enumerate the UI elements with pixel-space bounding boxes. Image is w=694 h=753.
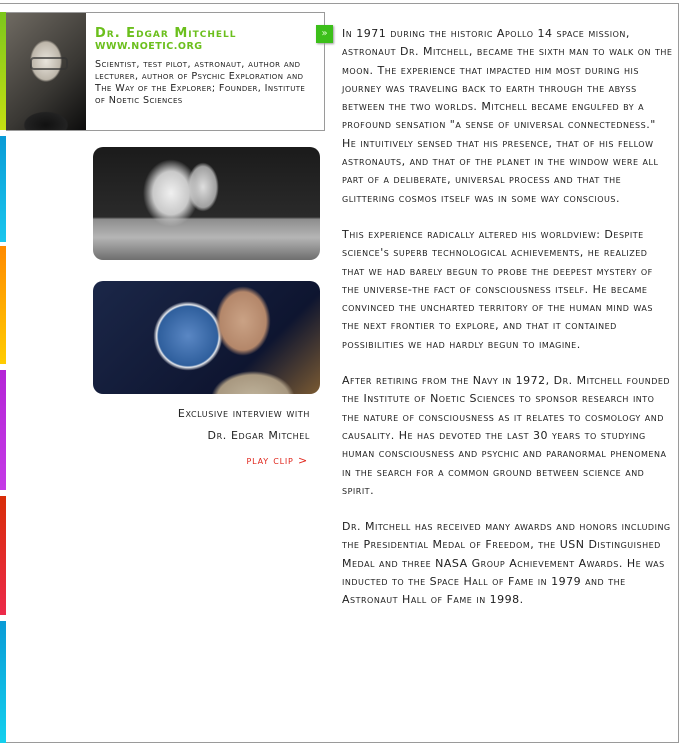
portrait-photo xyxy=(6,13,86,130)
article-paragraph: After retiring from the Navy in 1972, Dr. Mitchell founded the Institute of Noetic Sciences to sponsor research into the nature of consciousness as it relates to cosmology and causality. He has devoted the last 30 years to studying human consciousness and psychic and paranormal phenomena in the search for a common ground between science and spirit. xyxy=(342,374,671,497)
frame-border-top xyxy=(0,3,679,4)
double-chevron-right-icon: » xyxy=(321,28,328,39)
profile-name: Dr. Edgar Mitchell xyxy=(95,26,237,41)
nav-strip-red[interactable] xyxy=(0,496,6,615)
expand-button[interactable] xyxy=(316,25,333,43)
frame-border-right xyxy=(678,3,679,743)
play-clip-link[interactable]: play clip > xyxy=(246,454,308,467)
profile-bio: Scientist, test pilot, astronaut, author and lecturer, author of Psychic Exploration and The Way of the Explorer; Founder, Institute of Noetic Sciences xyxy=(95,59,306,106)
article-body xyxy=(342,25,674,628)
nav-strip-purple[interactable] xyxy=(0,370,6,490)
interview-video-thumbnail[interactable] xyxy=(93,281,320,394)
nav-strip-orange[interactable] xyxy=(0,246,6,364)
interview-caption xyxy=(178,403,310,447)
portrait-glasses xyxy=(30,57,68,70)
caption-line-2: Dr. Edgar Mitchel xyxy=(207,429,310,442)
caption-line-1: Exclusive interview with xyxy=(177,407,310,420)
profile-url-link[interactable]: WWW.NOETIC.ORG xyxy=(95,41,203,52)
article-paragraph: Dr. Mitchell has received many awards and honors including the Presidential Medal of Freedom, the USN Distinguished Medal and three NASA Group Achievement Awards. He was inducted to the Space Hall of Fame in 1979 and the Astronaut Hall of Fame in 1998. xyxy=(342,520,671,607)
article-paragraph: This experience radically altered his worldview: Despite science's superb technological achievements, he realized that we had barely begun to probe the deepest mystery of the universe-the fact of consciousness itself. He became convinced the uncharted territory of the human mind was the next frontier to explore, and that it contained possibilities we had hardly begun to imagine. xyxy=(342,227,653,351)
nav-strip-blue-bottom[interactable] xyxy=(0,621,6,743)
frame-border-bottom xyxy=(0,742,679,743)
article-paragraph: In 1971 during the historic Apollo 14 space mission, astronaut Dr. Mitchell, became the sixth man to walk on the moon. The experience that impacted him most during his journey was traveling back to earth through the abyss between the two worlds. Mitchell became engulfed by a profound sensation "a sense of universal connectedness." He intuitively sensed that his presence, that of his fellow astronauts, and that of the planet in the window were all part of a deliberate, universal process and that the glittering cosmos itself was in some way conscious. xyxy=(342,27,673,205)
profile-card xyxy=(6,12,328,131)
nav-strip-blue[interactable] xyxy=(0,136,6,242)
moonwalk-photo xyxy=(93,147,320,260)
